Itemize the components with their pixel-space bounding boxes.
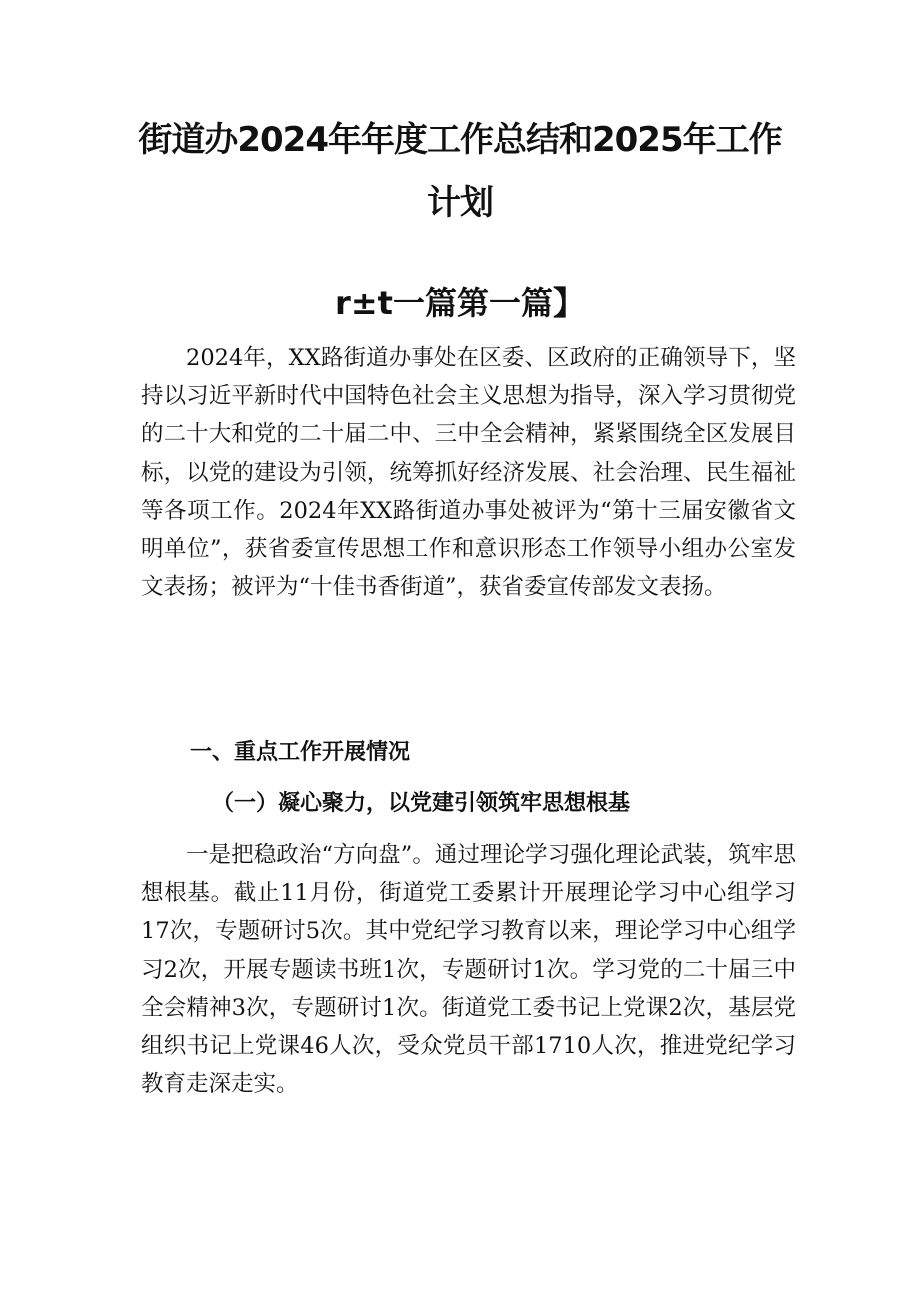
body-paragraph: 一是把稳政治“方向盘”。通过理论学习强化理论武装，筑牢思想根基。截止11月份，街道党工委累计开展理论学习中心组学习17次，专题研讨5次。其中党纪学习教育以来，理论学习中心组学习2次，开展专题读书班1次，专题研讨1次。学习党的二十届三中全会精神3次，专题研讨1次。街道党工委书记上党课2次，基层党组织书记上党课46人次，受众党员干部1710人次，推进党纪学习教育走深走实。 xyxy=(141,842,796,1098)
section-heading: 一、重点工作开展情况 xyxy=(190,740,411,765)
intro-paragraph: 2024年，XX路街道办事处在区委、区政府的正确领导下，坚持以习近平新时代中国特色社会主义思想为指导，深入学习贯彻党的二十大和党的二十届二中、三中全会精神，紧紧围绕全区发展目标，以党的建设为引领，统筹抓好经济发展、社会治理、民生福祉等各项工作。2024年XX路街道办事处被评为“第十三届安徽省文明单位”，获省委宣传思想工作和意识形态工作领导小组办公室发文表扬；被评为“十佳书香街道”，获省委宣传部发文表扬。 xyxy=(141,345,796,601)
document-subtitle: r±t一篇第一篇】 xyxy=(335,284,585,322)
subsection-heading: （一）凝心聚力，以党建引领筑牢思想根基 xyxy=(212,791,631,816)
document-title-line-2: 计划 xyxy=(427,183,493,223)
document-title-line-1: 街道办2024年年度工作总结和2025年工作 xyxy=(138,120,782,160)
